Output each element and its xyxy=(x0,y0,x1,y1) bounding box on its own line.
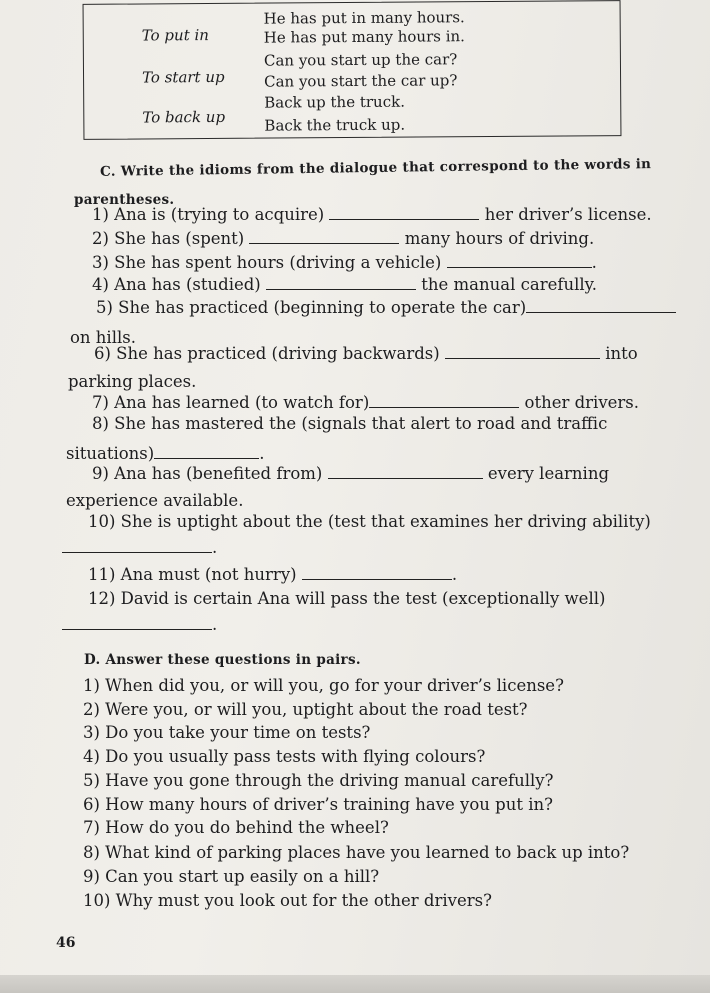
page-number: 46 xyxy=(56,935,76,951)
example-sentence: Back up the truck. xyxy=(264,92,406,112)
question-item: 6) How many hours of driver’s training have you put in? xyxy=(83,795,553,814)
question-item: 10) Why must you look out for the other drivers? xyxy=(83,891,492,910)
exercise-item-1: 1) Ana is (trying to acquire) her driver’s license. xyxy=(92,205,652,224)
exercise-item-12: 12) David is certain Ana will pass the test (exceptionally well) xyxy=(88,589,606,608)
exercise-item-12-cont: . xyxy=(62,615,217,634)
idiom-examples-table xyxy=(83,0,622,140)
exercise-item-5: 5) She has practiced (beginning to operate the car) xyxy=(96,298,676,317)
example-sentence: Can you start the car up? xyxy=(264,71,458,91)
exercise-item-10: 10) She is uptight about the (test that examines her driving ability) xyxy=(88,512,651,531)
exercise-item-3: 3) She has spent hours (driving a vehicle) . xyxy=(92,253,597,272)
section-c-heading: C. Write the idioms from the dialogue that correspond to the words in xyxy=(99,156,652,180)
exercise-item-10-cont: . xyxy=(62,538,217,557)
exercise-item-5-cont: on hills. xyxy=(70,328,136,347)
idiom-label: To back up xyxy=(142,107,226,127)
question-item: 8) What kind of parking places have you learned to back up into? xyxy=(83,843,630,862)
question-item: 3) Do you take your time on tests? xyxy=(83,723,371,742)
question-item: 9) Can you start up easily on a hill? xyxy=(83,867,380,886)
example-sentence: Can you start up the car? xyxy=(263,50,458,70)
question-item: 1) When did you, or will you, go for your driver’s license? xyxy=(83,676,564,695)
question-item: 5) Have you gone through the driving manual carefully? xyxy=(83,771,554,790)
idiom-label: To put in xyxy=(141,25,209,45)
question-item: 4) Do you usually pass tests with flying colours? xyxy=(83,747,486,766)
example-sentence: Back the truck up. xyxy=(264,115,406,135)
page-bottom-shadow xyxy=(0,975,710,993)
exercise-item-6: 6) She has practiced (driving backwards) into xyxy=(94,344,638,363)
exercise-item-6-cont: parking places. xyxy=(68,372,197,391)
exercise-item-4: 4) Ana has (studied) the manual carefully. xyxy=(92,275,598,294)
exercise-item-7: 7) Ana has learned (to watch for) other drivers. xyxy=(92,393,640,412)
exercise-item-8: 8) She has mastered the (signals that alert to road and traffic xyxy=(92,414,608,433)
section-c-heading-cont: parentheses. xyxy=(74,192,175,208)
exercise-item-9-cont: experience available. xyxy=(66,491,244,510)
exercise-item-8-cont: situations) . xyxy=(66,444,265,463)
question-item: 2) Were you, or will you, uptight about the road test? xyxy=(83,700,528,719)
exercise-item-11: 11) Ana must (not hurry) . xyxy=(88,565,458,584)
exercise-item-9: 9) Ana has (benefited from) every learning xyxy=(92,464,610,483)
example-sentence: He has put many hours in. xyxy=(263,27,465,47)
exercise-item-2: 2) She has (spent) many hours of driving. xyxy=(92,229,595,248)
question-item: 7) How do you do behind the wheel? xyxy=(83,818,389,837)
example-sentence: He has put in many hours. xyxy=(263,8,465,28)
section-d-heading: D. Answer these questions in pairs. xyxy=(84,652,361,668)
idiom-label: To start up xyxy=(141,67,225,87)
